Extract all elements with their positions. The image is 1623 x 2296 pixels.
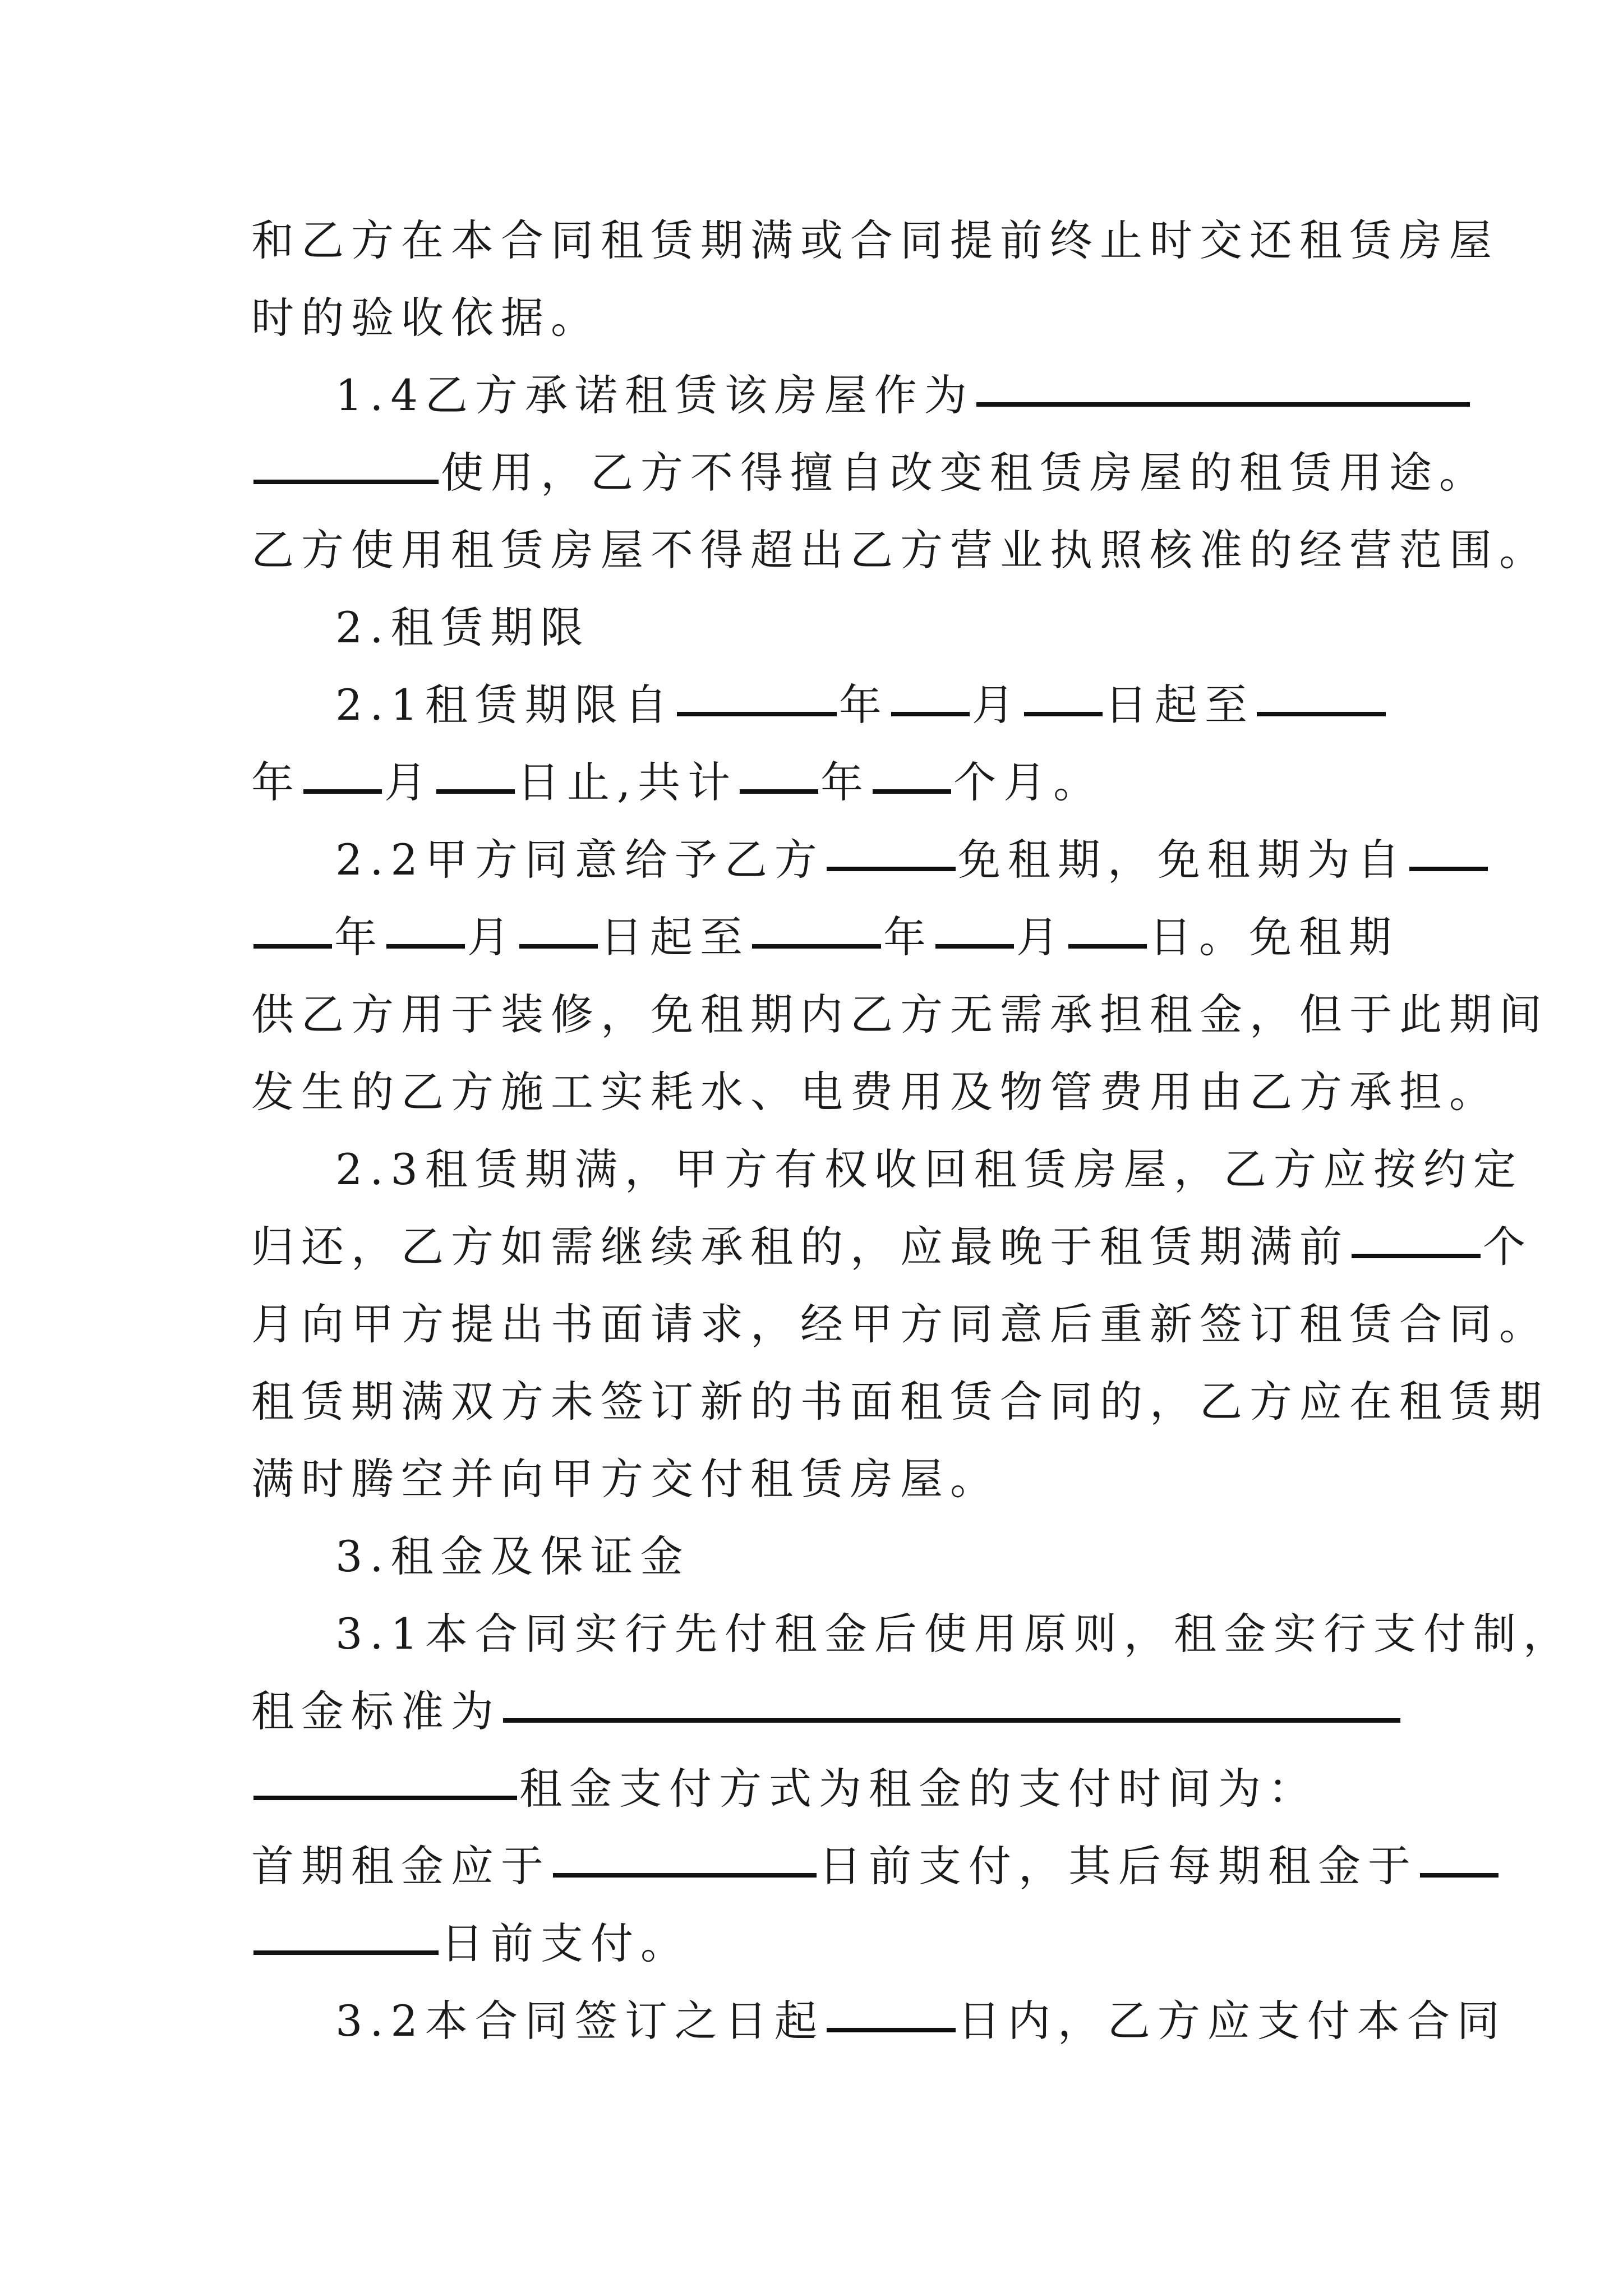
line-text: 1.4乙方承诺租赁该房屋作为 (335, 370, 974, 420)
clause-2-1 (251, 666, 1395, 744)
line-text: 日前支付，其后每期租金于 (819, 1841, 1418, 1891)
line-text: 2.2甲方同意给予乙方 (335, 835, 824, 885)
line-text: 2.1租赁期限自 (335, 680, 675, 730)
fill-blank (503, 1718, 1400, 1723)
line-text: 月 (971, 680, 1022, 730)
line-text: 和乙方在本合同租赁期满或合同提前终止时交还租赁房屋 (251, 215, 1499, 265)
fill-blank (436, 789, 515, 794)
line-text: 2.3租赁期满，甲方有权收回租赁房屋，乙方应按约定 (335, 1144, 1523, 1194)
fill-blank (253, 1950, 439, 1955)
line-text: 日起至 (600, 912, 750, 962)
clause-1-4 (251, 357, 1395, 434)
text-line (251, 1673, 1395, 1750)
text-line (251, 899, 1399, 976)
line-text: 3.2本合同签订之日起 (335, 1996, 824, 2046)
line-text: 日。免租期 (1149, 912, 1399, 962)
line-text: 月 (467, 912, 517, 962)
text-line (251, 434, 1489, 512)
fill-blank (677, 712, 837, 716)
section-heading (251, 1518, 1395, 1595)
text-line (251, 202, 1499, 279)
contract-text (251, 202, 1573, 2060)
fill-blank (827, 867, 956, 871)
line-text: 日起至 (1104, 680, 1255, 730)
fill-blank (1352, 1254, 1481, 1258)
line-text: 日止,共计 (517, 757, 738, 807)
text-line (251, 744, 1395, 821)
line-text: 月 (384, 757, 434, 807)
line-text: 满时腾空并向甲方交付租赁房屋。 (251, 1454, 1000, 1504)
fill-blank (303, 789, 382, 794)
line-text: 年 (883, 912, 933, 962)
fill-blank (1024, 712, 1103, 716)
fill-blank (891, 712, 970, 716)
line-text: 年 (838, 680, 889, 730)
line-text: 日前支付。 (441, 1918, 690, 1968)
line-text: 首期租金应于 (251, 1841, 551, 1891)
fill-blank (1068, 944, 1147, 949)
line-text: 时的验收依据。 (251, 293, 601, 343)
text-line (251, 1363, 1549, 1441)
fill-blank (519, 944, 598, 949)
fill-blank (976, 402, 1470, 407)
fill-blank (873, 789, 951, 794)
text-line (251, 976, 1549, 1053)
line-text: 月 (1016, 912, 1066, 962)
line-text: 个月。 (953, 757, 1104, 807)
line-text: 归还，乙方如需继续承租的，应最晚于租赁期满前 (251, 1222, 1349, 1272)
fill-blank (1257, 712, 1386, 716)
line-text: 免租期，免租期为自 (957, 835, 1407, 885)
line-text: 租金标准为 (251, 1686, 501, 1736)
clause-3-2 (251, 1982, 1507, 2060)
line-text: 2.租赁期限 (335, 602, 591, 652)
fill-blank (553, 1873, 817, 1878)
clause-2-2 (251, 821, 1407, 899)
text-line (251, 1828, 1418, 1905)
fill-blank (740, 789, 818, 794)
text-line (251, 1053, 1499, 1131)
line-text: 使用，乙方不得擅自改变租赁房屋的租赁用途。 (441, 448, 1489, 498)
line-text: 3.1本合同实行先付租金后使用原则，租金实行支付制， (335, 1609, 1573, 1659)
fill-blank (253, 480, 439, 484)
line-text: 租赁期满双方未签订新的书面租赁合同的，乙方应在租赁期 (251, 1377, 1549, 1427)
text-line (251, 1905, 1395, 1982)
text-line (251, 1750, 1395, 1828)
section-heading (251, 589, 1395, 666)
line-text: 日内，乙方应支付本合同 (957, 1996, 1507, 2046)
line-text: 发生的乙方施工实耗水、电费用及物管费用由乙方承担。 (251, 1067, 1499, 1117)
clause-2-3 (251, 1131, 1523, 1208)
text-line (251, 512, 1549, 589)
line-text: 个 (1483, 1222, 1533, 1272)
line-text: 月向甲方提出书面请求，经甲方同意后重新签订租赁合同。 (251, 1299, 1549, 1349)
fill-blank (253, 1796, 517, 1800)
text-line (251, 1286, 1549, 1363)
text-line (251, 1208, 1533, 1286)
fill-blank (752, 944, 881, 949)
text-line (251, 279, 1395, 357)
clause-3-1 (251, 1595, 1573, 1673)
line-text: 年 (334, 912, 384, 962)
line-text: 年 (251, 757, 301, 807)
fill-blank (1420, 1873, 1498, 1878)
line-text: 乙方使用租赁房屋不得超出乙方营业执照核准的经营范围。 (251, 525, 1549, 575)
fill-blank (1409, 867, 1488, 871)
fill-blank (253, 944, 332, 949)
text-line (251, 1441, 1395, 1518)
line-text: 年 (820, 757, 871, 807)
fill-blank (935, 944, 1014, 949)
fill-blank (827, 2028, 956, 2032)
line-text: 租金支付方式为租金的支付时间为： (519, 1764, 1318, 1814)
line-text: 供乙方用于装修，免租期内乙方无需承担租金，但于此期间 (251, 990, 1549, 1039)
line-text: 3.租金及保证金 (335, 1531, 690, 1581)
fill-blank (386, 944, 465, 949)
